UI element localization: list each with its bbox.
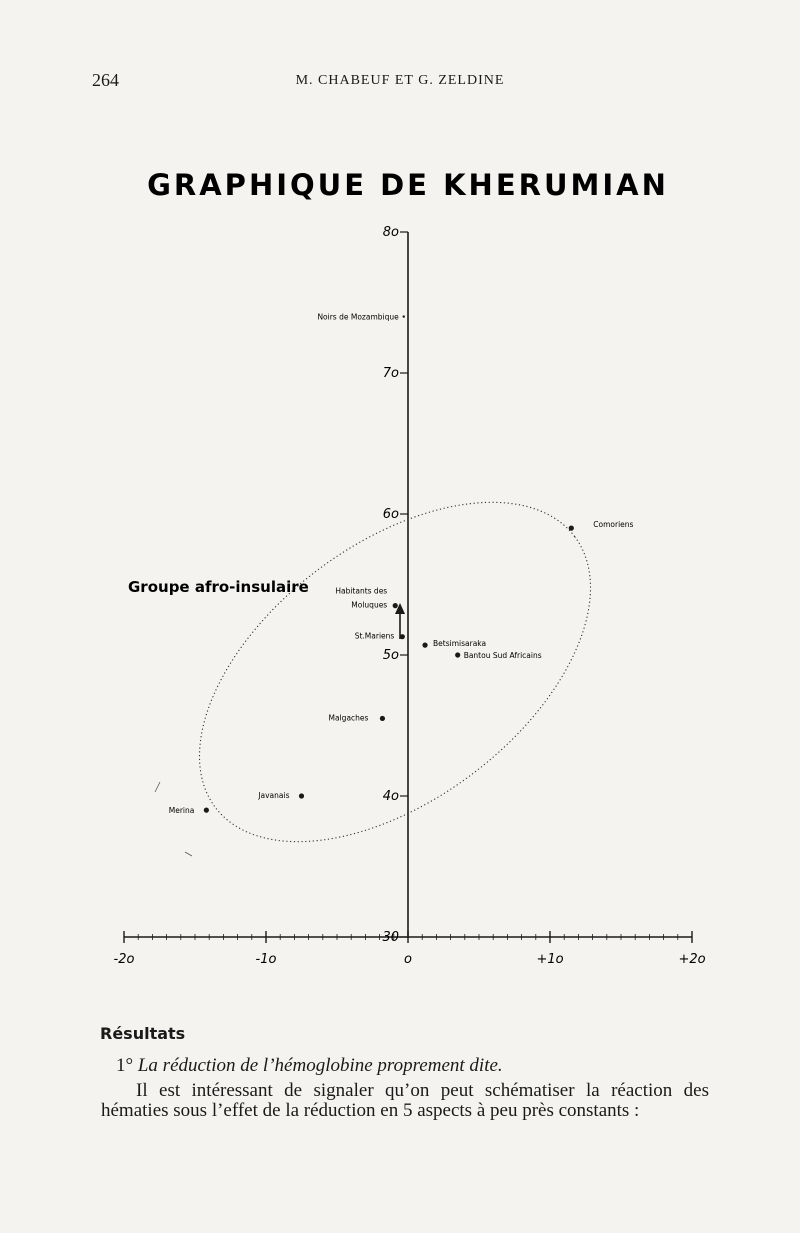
point-label: Betsimisaraka: [433, 639, 487, 649]
section-title: Résultats: [100, 1024, 186, 1043]
x-tick-label: -2o: [113, 952, 135, 967]
body-paragraph: Il est intéressant de signaler qu’on peut schématiser la réaction des hématies sous l’effet de la réduction en 5 aspects à peu près constants :: [101, 1080, 709, 1121]
point-label: Habitants des: [335, 586, 388, 596]
y-tick-label: 5o: [382, 648, 399, 663]
data-point: [422, 643, 427, 648]
point-label: Merina: [168, 806, 195, 816]
point-label: Bantou Sud Africains: [463, 651, 542, 660]
point-label: Noirs de Mozambique: [317, 312, 399, 322]
x-tick-label: +2o: [678, 952, 706, 967]
point-label: Comoriens: [593, 520, 634, 530]
stray-mark: [155, 782, 160, 792]
subsection-number: 1°: [116, 1055, 134, 1076]
subsection-title: La réduction de l’hémoglobine proprement dite.: [137, 1055, 503, 1076]
point-labels: [169, 313, 634, 815]
point-label: Javanais: [258, 791, 290, 800]
data-point: [393, 603, 398, 608]
stray-mark: [185, 852, 192, 856]
group-label: Groupe afro-insulaire: [128, 578, 309, 596]
y-tick-label: 8o: [382, 225, 399, 240]
point-label: St.Mariens: [354, 631, 395, 641]
data-point: [380, 716, 385, 721]
data-point: [299, 793, 304, 798]
y-tick-label: 7o: [382, 366, 399, 381]
x-tick-label: o: [404, 952, 412, 967]
data-point: [204, 808, 209, 813]
point-label: Moluques: [351, 600, 388, 610]
point-label: Malgaches: [328, 713, 369, 723]
data-points: [204, 312, 574, 812]
data-point: [569, 526, 574, 531]
y-tick-label: 4o: [382, 789, 399, 804]
y-ticks: [382, 225, 408, 945]
data-point: [403, 315, 405, 317]
chart-title: GRAPHIQUE DE KHERUMIAN: [147, 168, 669, 202]
y-tick-label: 30: [382, 930, 399, 945]
x-tick-label: +1o: [536, 952, 564, 967]
y-tick-label: 6o: [382, 507, 399, 522]
afro-insular-ellipse: [138, 434, 651, 909]
running-head: M. CHABEUF ET G. ZELDINE: [295, 73, 505, 88]
x-tick-label: -1o: [255, 952, 277, 967]
subsection-heading: [116, 1055, 503, 1077]
data-point: [455, 652, 460, 657]
data-point: [400, 634, 405, 639]
page-number: 264: [92, 70, 119, 90]
